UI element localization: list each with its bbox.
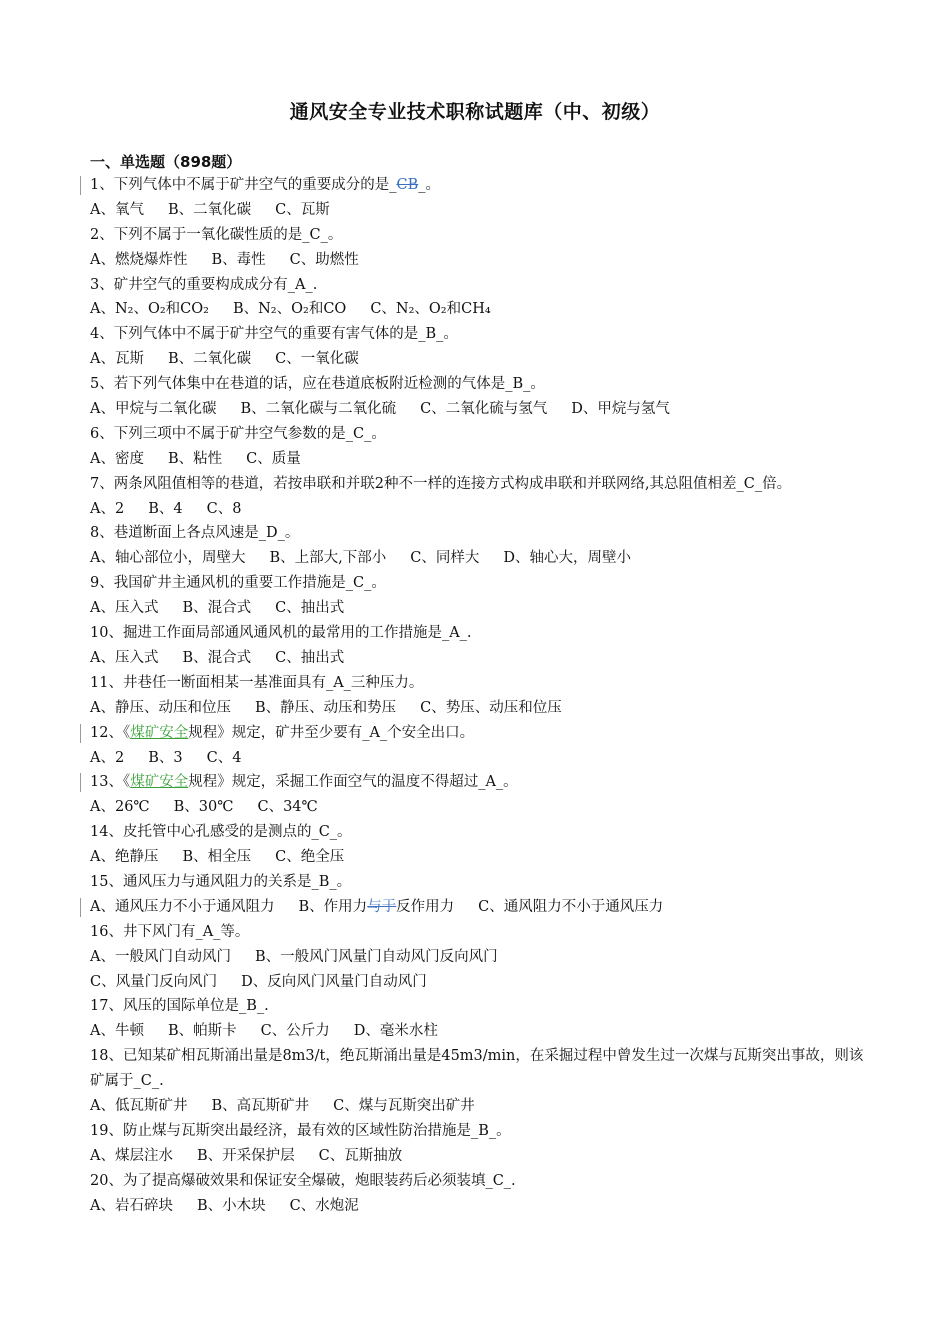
option-text: A、岩石碎块 (90, 1197, 173, 1214)
option-text: B、帕斯卡 (167, 1023, 237, 1040)
options-line (90, 1194, 870, 1219)
option-text: B、相全压 (182, 849, 252, 866)
question-text: 20、为了提高爆破效果和保证安全爆破，炮眼装药后必须装填_C_. (90, 1172, 516, 1189)
option-text: D、轴心大，周壁小 (503, 550, 631, 567)
option-text: C、水炮泥 (289, 1197, 359, 1214)
option-text: C、8 (206, 500, 242, 517)
options-line (90, 1094, 870, 1119)
option-text: C、34℃ (257, 799, 318, 816)
option-text: A、低瓦斯矿井 (90, 1098, 188, 1114)
question-line (90, 1119, 870, 1144)
option-text: B、4 (148, 500, 183, 517)
option-text: A、N₂、O₂和CO₂ (90, 301, 209, 318)
option-text: B、30℃ (173, 799, 234, 816)
question-line (90, 322, 870, 347)
question-line (90, 621, 870, 646)
options-line (90, 845, 870, 870)
options-line (90, 447, 870, 472)
option-text: A、压入式 (90, 649, 159, 666)
option-text: B、N₂、O₂和CO (232, 301, 347, 318)
option-text: B、二氧化碳与二氧化硫 (240, 401, 397, 418)
option-text: A、一般风门自动风门 (90, 948, 231, 965)
question-line (90, 1044, 870, 1094)
option-text: B、静压、动压和势压 (254, 699, 397, 716)
option-text: C、同样大 (410, 550, 480, 567)
question-text: 15、通风压力与通风阻力的关系是_B_。 (90, 873, 352, 890)
option-text: A、绝静压 (90, 849, 159, 866)
option-text: B、高瓦斯矿井 (211, 1098, 310, 1114)
option-text: C、风量门反向风门 (90, 973, 218, 990)
question-line (90, 571, 870, 596)
options-line (90, 297, 870, 322)
question-line (90, 472, 870, 497)
revision-link-text: 煤矿安全 (130, 724, 189, 741)
option-text: A、瓦斯 (90, 351, 144, 368)
question-line (90, 1169, 870, 1194)
section-heading: 一、单选题（898题） (90, 153, 242, 171)
question-text: 7、两条风阻值相等的巷道，若按串联和并联2种不一样的连接方式构成串联和并联网络,其总阻值相差_C_倍。 (90, 475, 792, 492)
options-line (90, 795, 870, 820)
option-text: B、混合式 (182, 600, 252, 617)
option-text: D、甲烷与氢气 (571, 401, 670, 418)
options-line (90, 596, 870, 621)
option-text: C、瓦斯抽放 (318, 1147, 403, 1164)
option-text: A、2 (90, 749, 125, 766)
question-text: 16、井下风门有_A_等。 (90, 923, 250, 940)
question-text: A、通风压力不小于通风阻力 (90, 898, 275, 915)
option-text: C、抽出式 (275, 600, 345, 617)
option-text: A、燃烧爆炸性 (90, 251, 188, 268)
question-line (90, 870, 870, 895)
options-line (90, 347, 870, 372)
question-text: 10、掘进工作面局部通风通风机的最常用的工作措施是_A_. (90, 625, 472, 642)
options-line (90, 497, 870, 522)
option-text: C、二氧化硫与氢气 (420, 401, 548, 418)
option-text: C、势压、动压和位压 (420, 699, 562, 716)
question-line (90, 521, 870, 546)
option-text: A、轴心部位小，周壁大 (90, 550, 246, 567)
question-line (90, 920, 870, 945)
question-text: 13、《 (90, 774, 131, 791)
option-text: A、氧气 (90, 201, 144, 218)
question-line (90, 422, 870, 447)
option-text: B、上部大,下部小 (269, 550, 387, 567)
options-line (90, 1019, 870, 1044)
options-line (90, 1144, 870, 1169)
question-text: 17、风压的国际单位是_B_. (90, 998, 269, 1015)
options-line (90, 248, 870, 273)
question-text: 18、已知某矿相瓦斯涌出量是8m3/t，绝瓦斯涌出量是45m3/min，在采掘过程中曾发生过一次煤与瓦斯突出事故，则该矿属于_C_. (90, 1048, 864, 1090)
option-text: D、毫米水柱 (353, 1023, 438, 1040)
question-text: 14、皮托管中心孔感受的是测点的_C_。 (90, 824, 352, 841)
question-text: C、通风阻力不小于通风压力 (478, 898, 664, 915)
options-line (90, 397, 870, 422)
question-line (90, 895, 870, 920)
options-line (90, 546, 870, 571)
options-line (90, 198, 870, 223)
option-text: A、静压、动压和位压 (90, 699, 231, 716)
options-line (90, 696, 870, 721)
revision-link-text: 煤矿安全 (130, 774, 189, 791)
option-text: B、混合式 (182, 649, 252, 666)
option-text: B、一般风门风量门自动风门反向风门 (254, 948, 498, 965)
question-text: 反作用力 (396, 898, 455, 915)
revision-deleted-text: 与于 (367, 898, 397, 915)
question-line (90, 273, 870, 298)
option-text: B、毒性 (211, 251, 266, 268)
option-text: C、N₂、O₂和CH₄ (370, 301, 491, 318)
question-text: 4、下列气体中不属于矿井空气的重要有害气体的是_B_。 (90, 326, 458, 343)
options-line (90, 646, 870, 671)
question-text: 8、巷道断面上各点风速是_D_。 (90, 525, 300, 542)
option-text: B、3 (148, 749, 183, 766)
question-line (90, 372, 870, 397)
option-text: C、质量 (246, 450, 301, 467)
question-line (90, 770, 870, 795)
option-text: C、一氧化碳 (275, 351, 359, 368)
option-text: C、煤与瓦斯突出矿井 (333, 1098, 475, 1114)
option-text: C、4 (206, 749, 242, 766)
question-text: 11、井巷任一断面相某一基准面具有_A_三种压力。 (90, 674, 424, 691)
question-list (90, 173, 870, 1218)
option-text: C、瓦斯 (275, 201, 330, 218)
option-text: A、26℃ (90, 799, 150, 816)
option-text: B、二氧化碳 (167, 201, 252, 218)
question-text: B、作用力 (298, 898, 368, 915)
option-text: C、公斤力 (260, 1023, 330, 1040)
question-line (90, 223, 870, 248)
option-text: B、开采保护层 (196, 1147, 295, 1164)
revision-deleted-text: CB (396, 177, 419, 193)
option-text: C、抽出式 (275, 649, 345, 666)
question-text: _。 (418, 177, 440, 193)
option-text: B、粘性 (167, 450, 223, 467)
option-text: A、甲烷与二氧化碳 (90, 401, 217, 418)
option-text: A、密度 (90, 450, 144, 467)
question-line (90, 994, 870, 1019)
question-line (90, 173, 870, 198)
option-text: B、小木块 (196, 1197, 266, 1214)
question-text: 6、下列三项中不属于矿井空气参数的是_C_。 (90, 425, 386, 442)
question-text: 1、下列气体中不属于矿井空气的重要成分的是_ (90, 177, 397, 193)
question-line (90, 820, 870, 845)
option-text: A、煤层注水 (90, 1147, 173, 1164)
question-line (90, 671, 870, 696)
option-text: D、反向风门风量门自动风门 (241, 973, 427, 990)
question-text: 3、矿井空气的重要构成成分有_A_. (90, 276, 318, 293)
question-text: 规程》规定，采掘工作面空气的温度不得超过_A_。 (188, 774, 518, 791)
options-line (90, 970, 870, 995)
question-text: 9、我国矿井主通风机的重要工作措施是_C_。 (90, 575, 386, 592)
option-text: A、2 (90, 500, 125, 517)
option-text: B、二氧化碳 (167, 351, 252, 368)
options-line (90, 945, 870, 970)
options-line (90, 746, 870, 771)
question-text: 规程》规定，矿井至少要有_A_个安全出口。 (188, 724, 475, 741)
question-line (90, 721, 870, 746)
question-text: 5、若下列气体集中在巷道的话，应在巷道底板附近检测的气体是_B_。 (90, 376, 545, 393)
option-text: A、牛顿 (90, 1023, 144, 1040)
option-text: C、绝全压 (275, 849, 345, 866)
question-text: 12、《 (90, 724, 131, 741)
document-title: 通风安全专业技术职称试题库（中、初级） (289, 101, 661, 123)
question-text: 2、下列不属于一氧化碳性质的是_C_。 (90, 226, 343, 243)
option-text: C、助燃性 (289, 251, 359, 268)
option-text: A、压入式 (90, 600, 159, 617)
question-text: 19、防止煤与瓦斯突出最经济，最有效的区域性防治措施是_B_。 (90, 1122, 511, 1139)
